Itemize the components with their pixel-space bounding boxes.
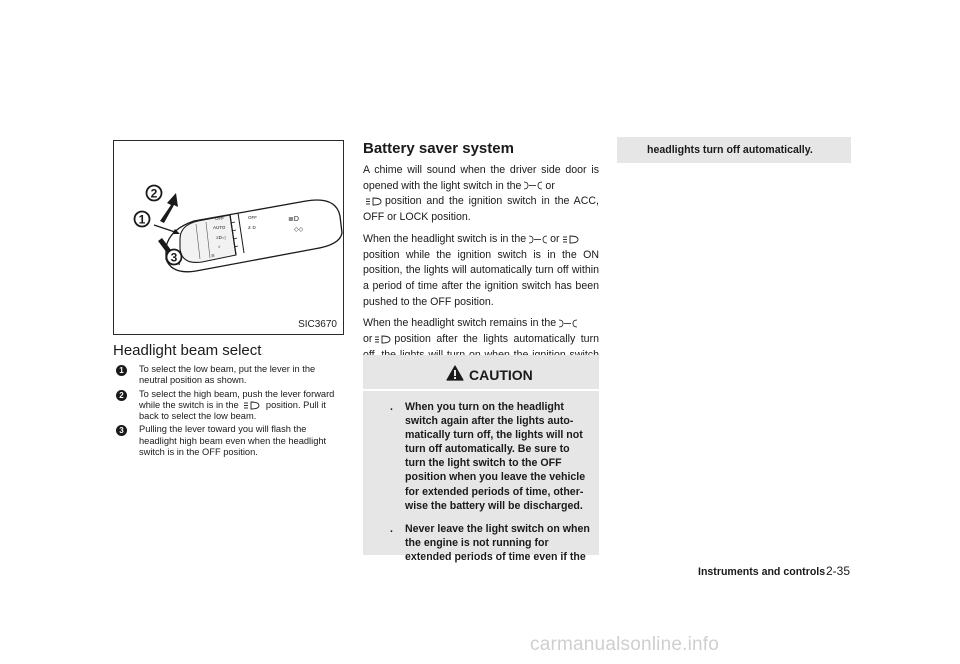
footer-section-title: Instruments and controls: [698, 566, 826, 578]
caution-box: [363, 355, 599, 563]
figure-code: SIC3670: [298, 319, 337, 330]
step-text: Pulling the lever toward you will flash the headlight high beam even when the headlight switch is in the OFF position.: [139, 424, 327, 458]
battery-paragraph-3: When the headlight switch remains in the or position after the lights automatically turn: [363, 317, 599, 346]
svg-text:☼: ☼: [217, 244, 222, 249]
headlight-beam-title: Headlight beam select: [113, 342, 262, 359]
page-number: 2-35: [826, 564, 851, 578]
headlight-lever-drawing: [114, 141, 345, 336]
step-number: 3: [116, 425, 127, 436]
callout-1: [135, 212, 150, 227]
headlight-on-icon: [243, 401, 261, 410]
step-number: 2: [116, 390, 127, 401]
caution-continuation-box: [617, 137, 851, 163]
callout-3: [167, 250, 182, 265]
caution-label: CAUTION: [469, 367, 533, 383]
fog-light-icon: ≣D: [288, 216, 299, 223]
bullet: .: [390, 401, 393, 413]
headlight-on-icon: [365, 197, 383, 206]
step-text-after: position. Pull it back to select the low beam.: [139, 399, 326, 422]
headlight-on-icon: [374, 335, 392, 344]
battery-saver-title: Battery saver system: [363, 140, 514, 157]
battery-paragraph-2: When the headlight switch is in the or position while the ignition switch is in the ON position, the lights will automatically turn off within a period of time after the ignition switch has been pushed to the OFF position.: [363, 232, 599, 308]
caution-header: [363, 355, 599, 389]
step-1: [113, 364, 346, 387]
step-text: To select the low beam, put the lever in the neutral position as shown.: [139, 364, 316, 386]
watermark: carmanualsonline.info: [530, 634, 720, 655]
caution-item-2: . Never leave the light switch on when the engine is not running for extended periods of time even if the: [390, 522, 590, 563]
caution-continuation-text: headlights turn off automatically.: [647, 144, 813, 156]
step-2: [113, 389, 346, 423]
parking-light-icon: [523, 181, 543, 190]
switch-label-off-2: OFF: [248, 215, 257, 220]
caution-divider: [363, 389, 599, 391]
parking-light-icon: [528, 235, 548, 244]
svg-text:2: 2: [150, 186, 158, 201]
lever-illustration: [113, 140, 344, 335]
headlight-on-icon: [562, 235, 580, 244]
step-3: [113, 424, 346, 458]
battery-saver-section: [363, 140, 599, 385]
svg-text:1: 1: [138, 212, 146, 227]
svg-text:≋: ≋: [211, 253, 215, 258]
caution-item-1: . When you turn on the headlight switch again after the lights auto-matically turn off, the lights will not turn off automatically. Be sure to turn the light switch to the OFF position when you leave the vehicle for extended periods of time, other-wise the battery will be discharged.: [390, 401, 586, 512]
step-number: 1: [116, 365, 127, 376]
parking-light-icon: [558, 319, 578, 328]
warning-triangle-icon: [446, 365, 464, 381]
switch-label-auto: AUTO: [213, 225, 226, 230]
switch-label-off-1: OFF: [215, 216, 224, 221]
battery-paragraph-1: A chime will sound when the driver side door is opened with the light switch in the or position and the ignition switch in the ACC, OFF or LOCK position.: [363, 164, 599, 224]
step-text: To select the high beam, push the lever forward while the switch is in the: [139, 388, 335, 410]
arrow-up-icon: [160, 193, 178, 223]
headlight-steps: [113, 364, 346, 460]
bullet: .: [390, 522, 393, 535]
svg-text:≢D: ≢D: [248, 225, 256, 230]
svg-text:≡D◁: ≡D◁: [216, 235, 226, 240]
svg-text:◇◇: ◇◇: [294, 227, 304, 233]
callout-2: [147, 186, 162, 201]
svg-text:3: 3: [170, 250, 178, 265]
